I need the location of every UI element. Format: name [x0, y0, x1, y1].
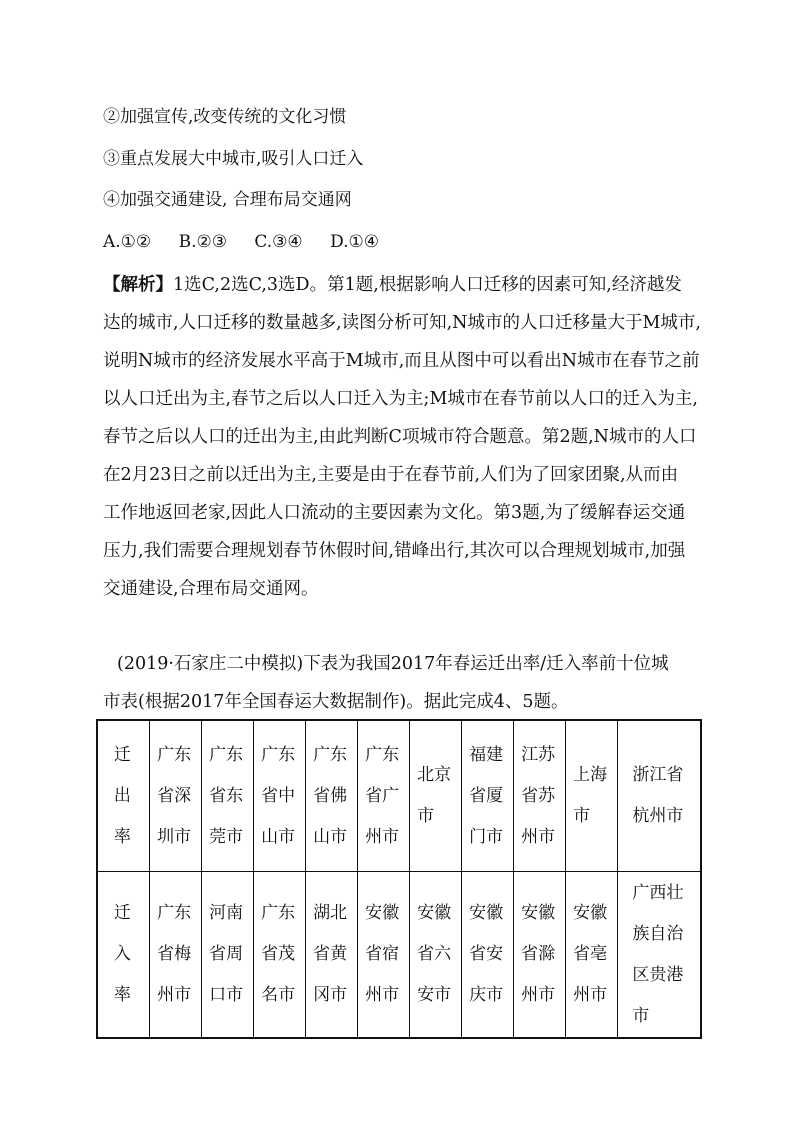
question-intro	[103, 645, 703, 721]
table-cell: 湖北省黄冈市	[305, 872, 357, 1039]
table-cell: 广东省茂名市	[253, 872, 305, 1039]
answer-c: C.③④	[254, 232, 303, 252]
analysis-line: 压力,我们需要合理规划春节休假时间,错峰出行,其次可以合理规划城市,加强	[103, 541, 686, 561]
row-header-cell	[97, 720, 149, 872]
table-cell: 广东省深圳市	[149, 720, 201, 872]
analysis-line: 以人口迁出为主,春节之后以人口迁入为主;M城市在春节前以人口的迁入为主,	[103, 389, 698, 409]
row-header: 迁入率	[113, 903, 131, 1005]
row-header: 迁出率	[113, 744, 131, 847]
table-cell: 安徽省安庆市	[461, 872, 513, 1039]
table-cell: 广东省中山市	[253, 720, 305, 872]
analysis-tag: 【解析】	[103, 275, 173, 295]
option-4: ④加强交通建设, 合理布局交通网	[103, 190, 352, 210]
answer-b: B.②③	[178, 232, 227, 252]
intro-line: (2019·石家庄二中模拟)下表为我国2017年春运迁出率/迁入率前十位城	[117, 654, 669, 674]
table-cell: 江苏省苏州市	[513, 720, 565, 872]
row-header-cell	[97, 872, 149, 1039]
table-cell: 河南省周口市	[201, 872, 253, 1039]
table-cell: 安徽省六安市	[409, 872, 461, 1039]
option-2: ②加强宣传,改变传统的文化习惯	[103, 107, 347, 127]
table-cell: 安徽省亳州市	[565, 872, 617, 1039]
analysis-line: 达的城市,人口迁移的数量越多,读图分析可知,N城市的人口迁移量大于M城市,	[103, 313, 701, 333]
intro-line: 市表(根据2017年全国春运大数据制作)。据此完成4、5题。	[103, 692, 569, 712]
answer-d: D.①④	[330, 232, 379, 252]
analysis-line: 工作地返回老家,因此人口流动的主要因素为文化。第3题,为了缓解春运交通	[103, 503, 686, 523]
table-cell: 浙江省杭州市	[617, 720, 701, 872]
analysis-line: 在2月23日之前以迁出为主,主要是由于在春节前,人们为了回家团聚,从而由	[103, 465, 679, 485]
analysis-line: 交通建设,合理布局交通网。	[103, 579, 319, 599]
table-cell: 北京市	[409, 720, 461, 872]
analysis-line: 【解析】1选C,2选C,3选D。第1题,根据影响人口迁移的因素可知,经济越发	[103, 275, 682, 295]
table-cell: 广东省佛山市	[305, 720, 357, 872]
table-cell: 广西壮族自治区贵港市	[617, 872, 701, 1039]
table-cell: 福建省厦门市	[461, 720, 513, 872]
table-cell: 安徽省滁州市	[513, 872, 565, 1039]
answer-choices	[103, 231, 401, 253]
analysis-line: 春节之后以人口的迁出为主,由此判断C项城市符合题意。第2题,N城市的人口	[103, 427, 697, 447]
table-cell: 广东省东莞市	[201, 720, 253, 872]
answer-a: A.①②	[103, 232, 152, 252]
table-cell: 安徽省宿州市	[357, 872, 409, 1039]
city-ranking-table	[96, 719, 702, 1039]
table-cell: 上海市	[565, 720, 617, 872]
analysis-line: 说明N城市的经济发展水平高于M城市,而且从图中可以看出N城市在春节之前	[103, 351, 700, 371]
table-row-out	[97, 720, 701, 872]
table-row-in	[97, 872, 701, 1039]
table-cell: 广东省梅州市	[149, 872, 201, 1039]
analysis-paragraph	[103, 266, 703, 608]
table-cell: 广东省广州市	[357, 720, 409, 872]
option-3: ③重点发展大中城市,吸引人口迁入	[103, 149, 364, 169]
